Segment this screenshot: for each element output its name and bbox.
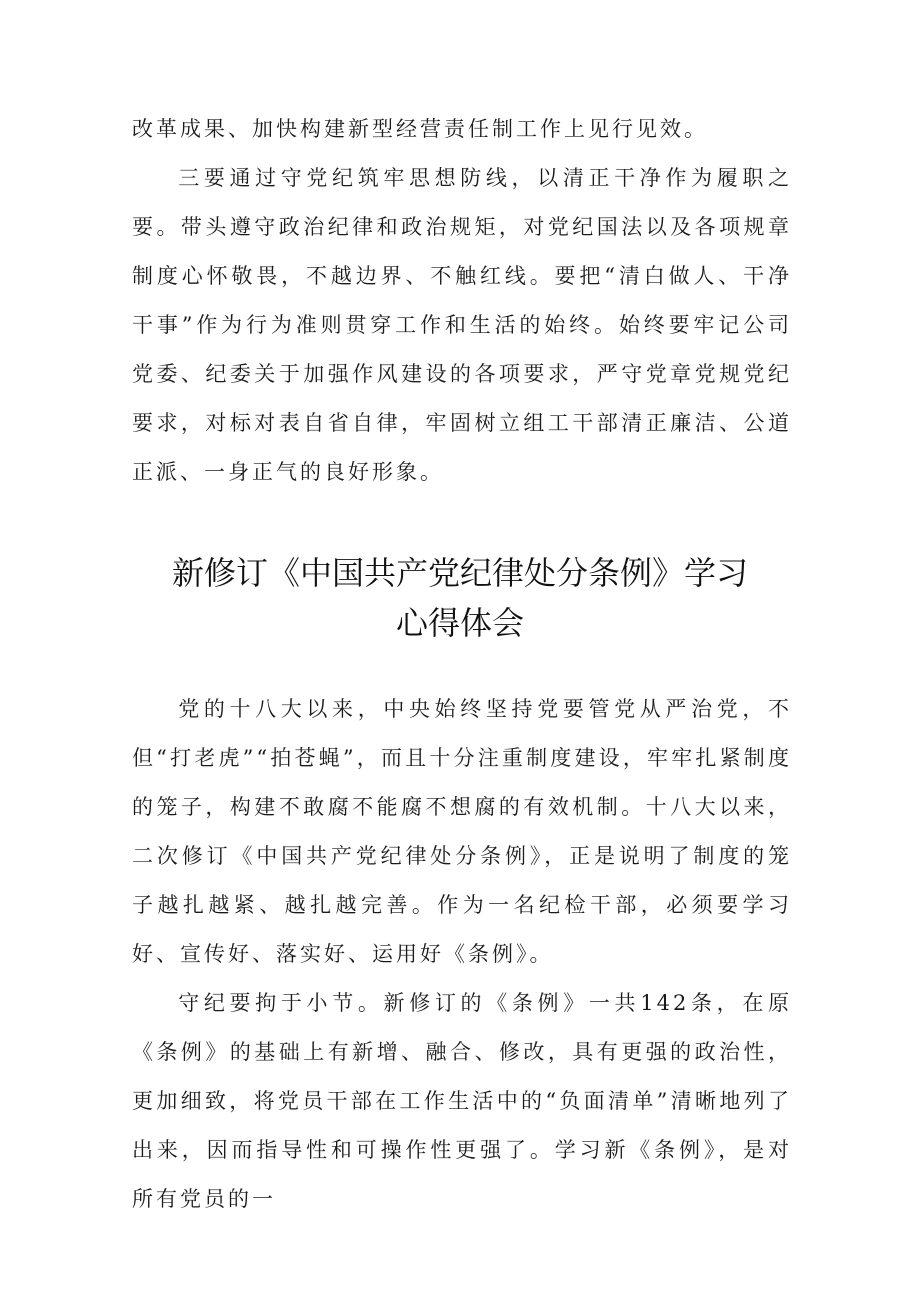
body-text-block xyxy=(132,685,792,1224)
title-line-1: 新修订《中国共产党纪律处分条例》学习 xyxy=(171,554,748,592)
document-title xyxy=(60,548,860,648)
paragraph-three: 三要通过守党纪筑牢思想防线，以清正干净作为履职之要。带头遵守政治纪律和政治规矩，对党纪国法以及各项规章制度心怀敬畏，不越边界、不触红线。要把“清白做人、干净干事”作为行为准则贯穿工作和生活的始终。始终要牢记公司党委、纪委关于加强作风建设的各项要求，严守党章党规党纪要求，对标对表自省自律，牢固树立组工干部清正廉洁、公道正派、一身正气的良好形象。 xyxy=(132,166,792,484)
body-paragraph-1: 党的十八大以来，中央始终坚持党要管党从严治党，不但“打老虎”“拍苍蝇”，而且十分注重制度建设，牢牢扎紧制度的笼子，构建不敢腐不能腐不想腐的有效机制。十八大以来，二次修订《中国共产党纪律处分条例》，正是说明了制度的笼子越扎越紧、越扎越完善。作为一名纪检干部，必须要学习好、宣传好、落实好、运用好《条例》。 xyxy=(132,697,792,966)
top-text-block xyxy=(132,105,792,497)
title-line-2: 心得体会 xyxy=(395,604,524,642)
continuation-paragraph: 改革成果、加快构建新型经营责任制工作上见行见效。 xyxy=(132,117,708,141)
body-paragraph-2: 守纪要拘于小节。新修订的《条例》一共142条，在原《条例》的基础上有新增、融合、修改，具有更强的政治性，更加细致，将党员干部在工作生活中的“负面清单”清晰地列了出来，因而指导性和可操作性更强了。学习新《条例》，是对所有党员的一 xyxy=(132,991,792,1211)
